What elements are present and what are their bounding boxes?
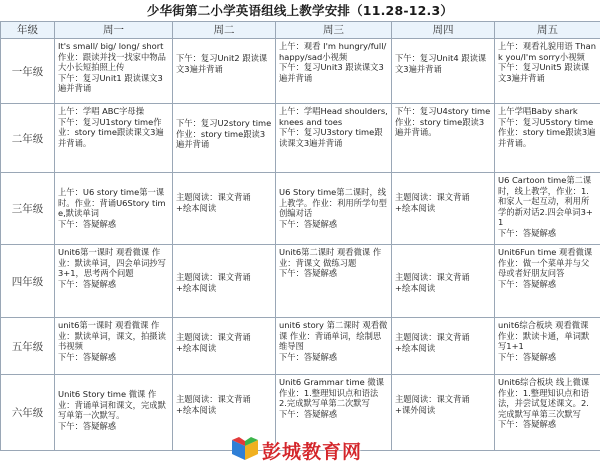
cell-text: 下午：复习Unit2 跟读课文3遍并背诵 — [176, 53, 268, 74]
cell-text: 上午：U6 story time第一课时。作业：背诵U6Story time,默读单词 下午：答疑解惑 — [58, 187, 166, 229]
cell-text: 上午：观看礼貌用语 Thank you/I'm sorry小视频 下午：复习Unit5 跟读课文3遍并背诵 — [498, 41, 596, 83]
schedule-cell — [173, 104, 276, 173]
cell-text: Unit6综合板块 线上微课 作业：1.整理知识点和语法，并尝试复述课文。2.完成默写单第三次默写 下午：答疑解惑 — [498, 377, 590, 430]
cell-text: unit6第一课时 观看微课 作业：默读单词，课文，拍摄读书视频 下午：答疑解惑 — [58, 320, 166, 362]
schedule-cell — [495, 104, 600, 173]
schedule-cell — [55, 318, 173, 375]
schedule-cell — [392, 375, 495, 451]
cell-text: 下午：复习Unit4 跟读课文3遍并背诵 — [395, 53, 487, 74]
table-row — [1, 245, 600, 318]
header-friday: 周五 — [495, 22, 600, 39]
table-row — [1, 173, 600, 245]
schedule-cell — [276, 173, 392, 245]
watermark-logo — [230, 433, 380, 465]
grade-cell: 一年级 — [1, 39, 55, 104]
schedule-cell — [173, 245, 276, 318]
cell-text: It's small/ big/ long/ short 作业：跟读并找一找家中物品大小长短拍照上传 下午：复习Unit1 跟读课文3遍并背诵 — [58, 41, 166, 94]
cell-text: unit6综合板块 观看微课 作业：默读卡通，单词默写1+1 下午：答疑解惑 — [498, 320, 590, 362]
schedule-cell — [173, 318, 276, 375]
cell-text: 上午：学唱Head shoulders, knees and toes 下午：复习U3story time跟读课文3遍并背诵 — [279, 106, 388, 148]
header-monday: 周一 — [55, 22, 173, 39]
page-title: 少华街第二小学英语组线上教学安排（11.28-12.3） — [146, 3, 454, 18]
table-row — [1, 39, 600, 104]
schedule-cell — [392, 104, 495, 173]
header-grade: 年级 — [1, 22, 55, 39]
schedule-cell — [55, 104, 173, 173]
grade-cell: 二年级 — [1, 104, 55, 173]
schedule-cell — [392, 173, 495, 245]
cell-text: Unit6 Story time 微课 作业：背诵单词和课文，完成默写单第一次默写。 下午：答疑解惑 — [58, 389, 166, 431]
table-row — [1, 104, 600, 173]
schedule-cell — [55, 39, 173, 104]
schedule-cell — [276, 245, 392, 318]
cell-text: U6 Story time第二课时，线上教学。作业：利用所学句型创编对话 下午：答疑解惑 — [279, 187, 387, 229]
cell-text: unit6 story 第二课时 观看微课 作业：背诵单词，绘制思维导图 下午：答疑解惑 — [279, 320, 388, 362]
schedule-cell — [392, 245, 495, 318]
header-thursday: 周四 — [392, 22, 495, 39]
grade-cell: 六年级 — [1, 375, 55, 451]
schedule-cell — [55, 245, 173, 318]
schedule-cell — [173, 39, 276, 104]
grade-cell: 四年级 — [1, 245, 55, 318]
cell-text: Unit6Fun time 观看微课 作业：做一个菜单并与父母或者好朋友问答 下午：答疑解惑 — [498, 247, 593, 289]
cell-text: 上午学唱Baby shark 下午：复习U5story time 作业：story time跟读3遍并背诵。 — [498, 106, 596, 148]
cell-text: 上午：学唱 ABC字母操 下午：复习U1story time作业：story time跟读课文3遍并背诵。 — [58, 106, 164, 148]
schedule-table — [0, 21, 600, 451]
cell-text: 主题阅读：课文背诵 +绘本阅读 — [395, 192, 470, 213]
cell-text: 主题阅读：课文背诵 +绘本阅读 — [395, 332, 470, 353]
schedule-cell — [55, 375, 173, 451]
header-tuesday: 周二 — [173, 22, 276, 39]
schedule-cell — [495, 39, 600, 104]
table-row — [1, 318, 600, 375]
cell-text: Unit6第二课时 观看微课 作业：背课文 做练习题 下午：答疑解惑 — [279, 247, 382, 279]
schedule-cell — [495, 375, 600, 451]
schedule-cell — [276, 318, 392, 375]
watermark-text: 彭城教育网 — [262, 441, 363, 463]
header-wednesday: 周三 — [276, 22, 392, 39]
cell-text: 主题阅读：课文背诵 +绘本阅读 — [395, 272, 470, 293]
schedule-cell — [55, 173, 173, 245]
grade-cell: 五年级 — [1, 318, 55, 375]
schedule-cell — [495, 245, 600, 318]
book-icon — [230, 434, 260, 464]
cell-text: 主题阅读：课文背诵 +绘本阅读 — [176, 272, 251, 293]
header-row — [1, 22, 600, 39]
grade-cell: 三年级 — [1, 173, 55, 245]
cell-text: Unit6第一课时 观看微课 作业：默读单词，四会单词抄写3+1，思考两个问题 下午：答疑解惑 — [58, 247, 166, 289]
schedule-cell — [495, 318, 600, 375]
schedule-cell — [276, 39, 392, 104]
cell-text: Unit6 Grammar time 微课 作业：1.整理知识点和语法 2.完成默写单第二次默写 下午：答疑解惑 — [279, 377, 385, 419]
schedule-cell — [392, 39, 495, 104]
cell-text: 主题阅读：课文背诵 +绘本阅读 — [176, 394, 251, 415]
schedule-cell — [392, 318, 495, 375]
cell-text: 主题阅读：课文背诵 +课外阅读 — [395, 394, 470, 415]
cell-text: 主题阅读：课文背诵 +绘本阅读 — [176, 332, 251, 353]
cell-text: 上午：观看 I'm hungry/full/happy/sad小视频 下午：复习Unit3 跟读课文3遍并背诵 — [279, 41, 387, 83]
cell-text: 下午：复习U2story time 作业：story time跟读3遍并背诵 — [176, 118, 272, 150]
cell-text: 主题阅读：课文背诵 +绘本阅读 — [176, 192, 251, 213]
cell-text: U6 Cartoon time第二课时，线上教学，作业：1.和家人一起互动，利用所学的新对话2.四会单词3+1 下午：答疑解惑 — [498, 175, 593, 238]
cell-text: 下午：复习U4story time作业：story time跟读3遍并背诵。 — [395, 106, 491, 138]
schedule-cell — [173, 173, 276, 245]
schedule-cell — [276, 104, 392, 173]
schedule-cell — [495, 173, 600, 245]
